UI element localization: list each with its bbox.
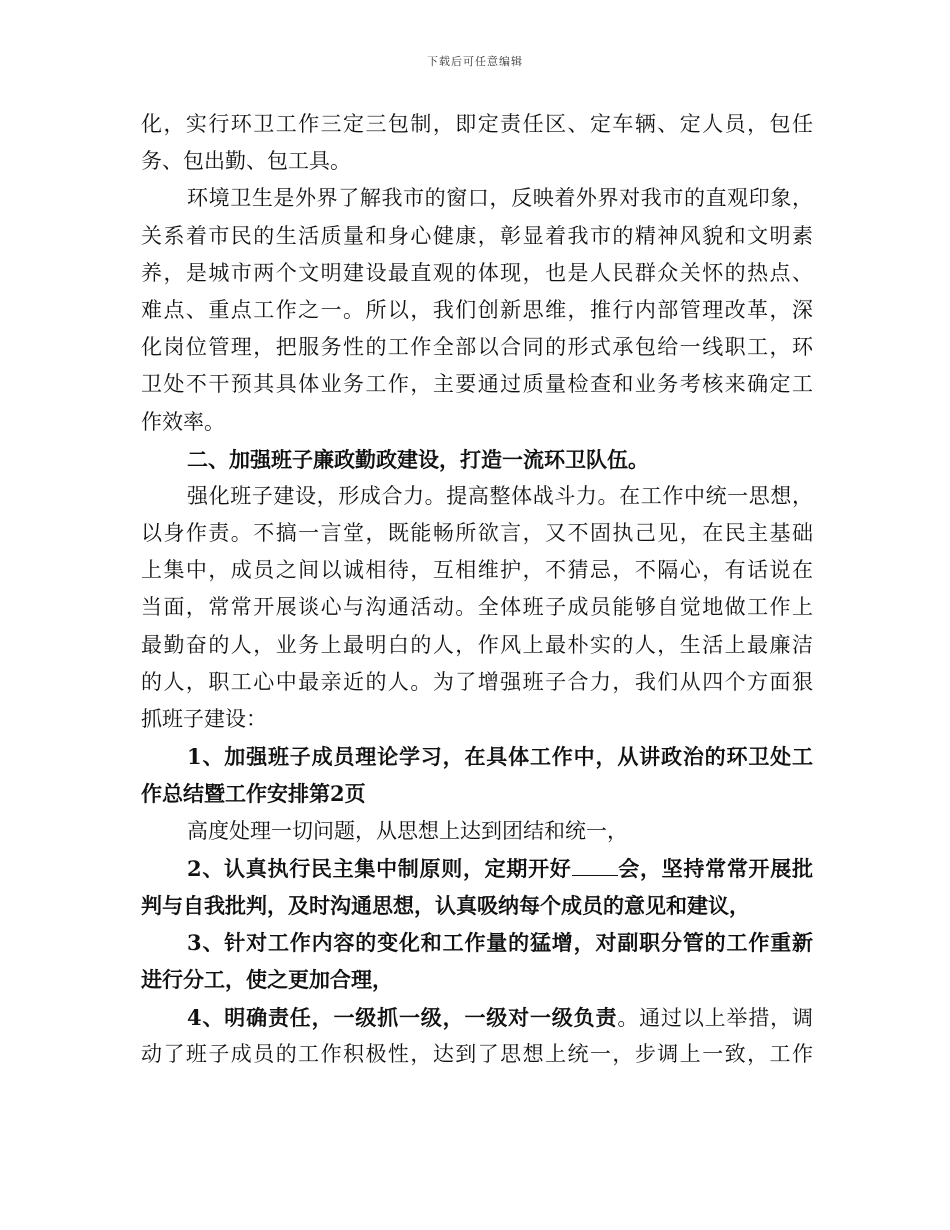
- list-item-2-part-a: 2、认真执行民主集中制原则，定期开好: [187, 855, 572, 881]
- list-item-2: [141, 850, 813, 887]
- body-line: 作效率。: [141, 409, 225, 434]
- body-line: 上集中，成员之间以诚相待，互相维护，不猜忌，不隔心，有话说在: [141, 558, 813, 583]
- body-line: 的人，职工心中最亲近的人。为了增强班子合力，我们从四个方面狠: [141, 669, 813, 694]
- page-header: 下载后可任意编辑: [427, 55, 523, 68]
- body-line: 养，是城市两个文明建设最直观的体现，也是人民群众关怀的热点、: [141, 260, 813, 285]
- body-line: 化，实行环卫工作三定三包制，即定责任区、定车辆、定人员，包任: [141, 112, 813, 136]
- blank-underline: [572, 855, 618, 876]
- list-item-3-continued: 进行分工，使之更加合理，: [141, 967, 393, 993]
- body-line: 最勤奋的人，业务上最明白的人，作风上最朴实的人，生活上最廉洁: [141, 632, 813, 657]
- body-line: 务、包出勤、包工具。: [141, 149, 351, 174]
- list-item-2-continued: 判与自我批判，及时沟通思想，认真吸纳每个成员的意见和建议，: [141, 892, 750, 918]
- list-item-1: 1、加强班子成员理论学习，在具体工作中，从讲政治的环卫处工: [187, 744, 813, 770]
- body-line: 当面，常常开展谈心与沟通活动。全体班子成员能够自觉地做工作上: [141, 595, 813, 620]
- document-body: [141, 106, 813, 1073]
- list-item-4-normal: 。通过以上举措，调: [617, 1005, 813, 1030]
- list-item-4-bold: 4、明确责任，一级抓一级，一级对一级负责: [187, 1004, 618, 1030]
- list-item-3: 3、针对工作内容的变化和工作量的猛增，对副职分管的工作重新: [187, 930, 813, 956]
- body-line: 高度处理一切问题，从思想上达到团结和统一，: [187, 818, 628, 843]
- section-heading: 二、加强班子廉政勤政建设，打造一流环卫队伍。: [187, 446, 649, 472]
- list-item-4: [141, 999, 813, 1036]
- body-line: 卫处不干预其具体业务工作，主要通过质量检查和业务考核来确定工: [141, 372, 813, 397]
- body-line: 化岗位管理，把服务性的工作全部以合同的形式承包给一线职工，环: [141, 335, 813, 360]
- body-line: 难点、重点工作之一。所以，我们创新思维，推行内部管理改革，深: [141, 297, 813, 322]
- body-line: 关系着市民的生活质量和身心健康，彰显着我市的精神风貌和文明素: [141, 223, 813, 248]
- body-line: 环境卫生是外界了解我市的窗口，反映着外界对我市的直观印象，: [187, 186, 813, 211]
- list-item-2-part-b: 会，坚持常常开展批: [617, 855, 813, 881]
- body-line: 动了班子成员的工作积极性，达到了思想上统一，步调上一致，工作: [141, 1041, 813, 1066]
- list-item-1-continued: 作总结暨工作安排第2页: [141, 781, 366, 807]
- body-line: 以身作责。不搞一言堂，既能畅所欲言，又不固执己见，在民主基础: [141, 521, 813, 546]
- body-line: 强化班子建设，形成合力。提高整体战斗力。在工作中统一思想，: [187, 483, 813, 508]
- body-line: 抓班子建设：: [141, 707, 267, 731]
